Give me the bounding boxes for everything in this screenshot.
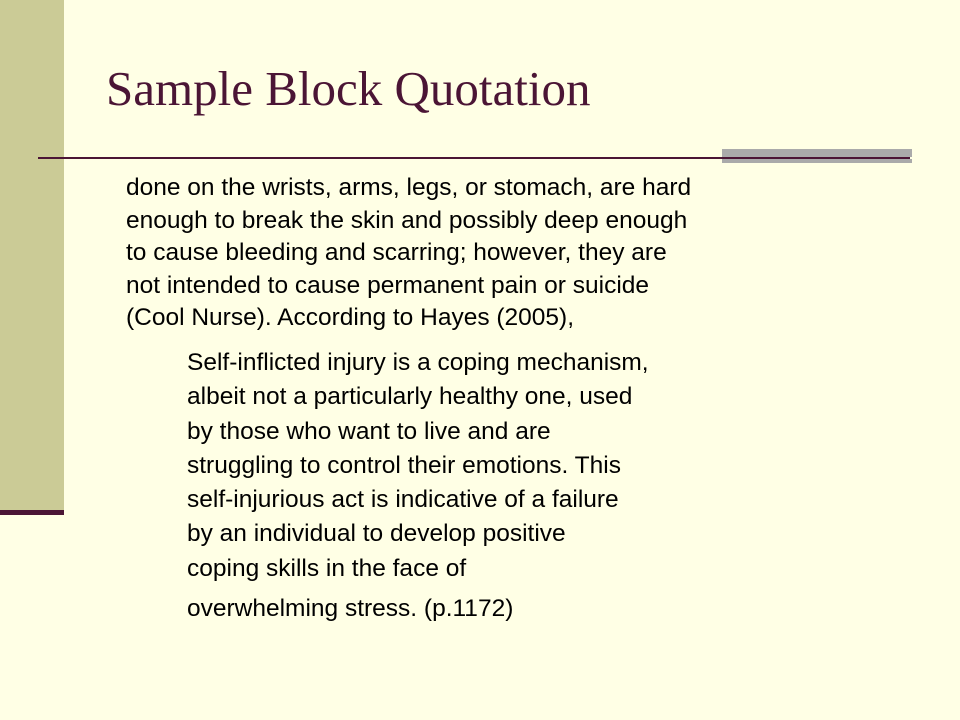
body-line: done on the wrists, arms, legs, or stomach, are hard [126,174,692,201]
body-line: to cause bleeding and scarring; however, they are [126,239,667,266]
quote-line: Self-inflicted injury is a coping mechanism, [187,349,649,376]
quote-line: struggling to control their emotions. This [187,451,621,479]
slide-title: Sample Block Quotation [106,61,591,116]
body-line: enough to break the skin and possibly deep enough [126,206,688,234]
body-line: (Cool Nurse). According to Hayes (2005), [126,304,574,331]
side-bar-decoration [0,0,64,512]
side-bar-underline [0,510,64,515]
title-rule-accent-lower [722,159,912,163]
body-line: not intended to cause permanent pain or suicide [126,271,650,299]
block-quotation [187,346,827,626]
quote-line: self-injurious act is indicative of a failure [187,486,619,514]
quote-line: by an individual to develop positive [187,520,566,548]
body-paragraph [126,172,886,335]
title-rule-accent [722,149,912,157]
quote-line: overwhelming stress. (p.1172) [187,595,514,623]
quote-line: by those who want to live and are [187,417,551,445]
quote-line: albeit not a particularly healthy one, used [187,383,633,411]
quote-line: coping skills in the face of [187,554,467,582]
